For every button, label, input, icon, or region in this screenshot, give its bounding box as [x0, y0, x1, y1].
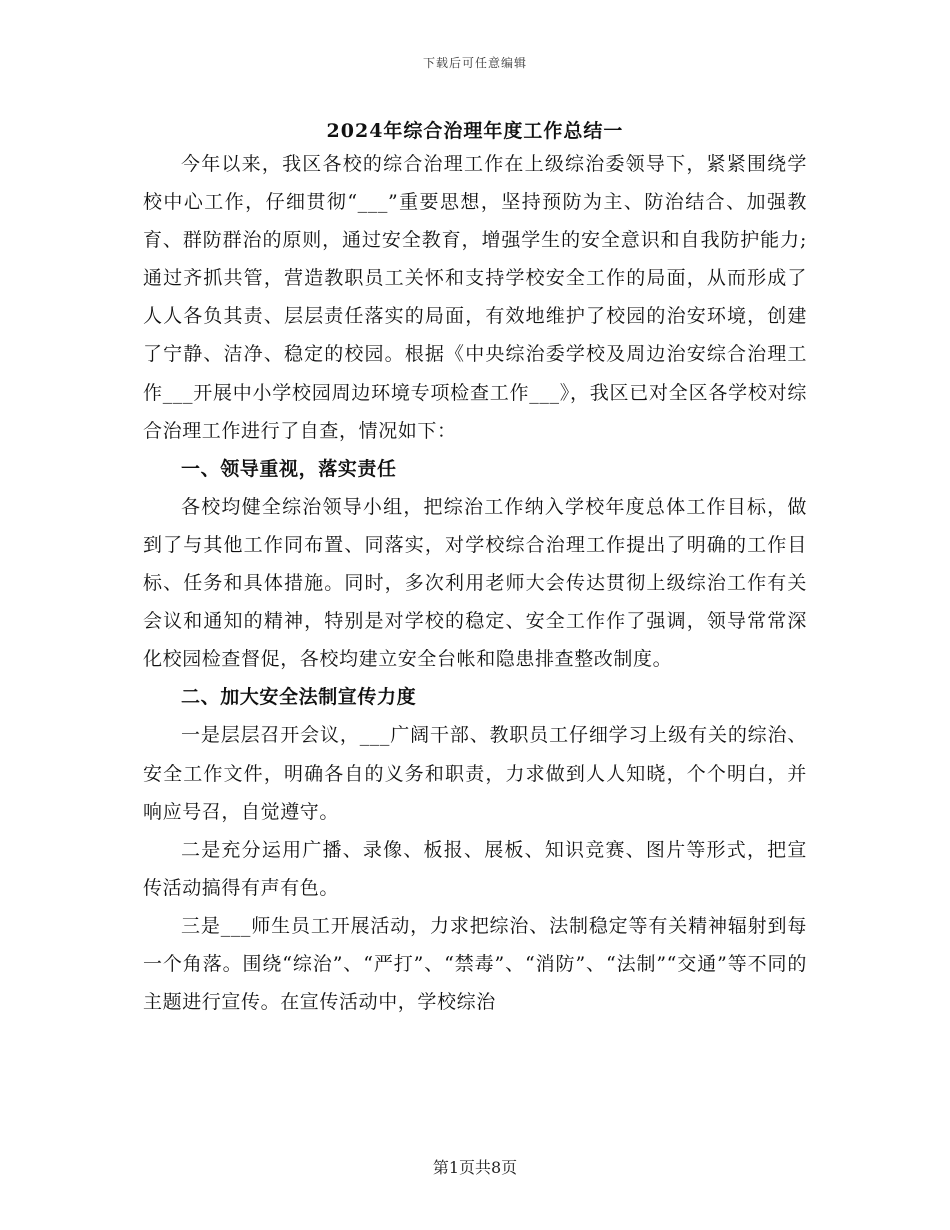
paragraph-section-1: 各校均健全综治领导小组，把综治工作纳入学校年度总体工作目标，做到了与其他工作同布置、同落实，对学校综合治理工作提出了明确的工作目标、任务和具体措施。同时，多次利用老师大会传达贯彻上级综治工作有关会议和通知的精神，特别是对学校的稳定、安全工作作了强调，领导常常深化校园检查督促，各校均建立安全台帐和隐患排查整改制度。 — [143, 495, 807, 671]
section-heading-2: 二、加大安全法制宣传力度 — [181, 686, 417, 709]
section-heading-1: 一、领导重视，落实责任 — [181, 457, 397, 480]
paragraph-point-2: 二是充分运用广播、录像、板报、展板、知识竞赛、图片等形式，把宣传活动搞得有声有色。 — [143, 838, 807, 899]
document-body — [143, 145, 807, 1021]
paragraph-intro: 今年以来，我区各校的综合治理工作在上级综治委领导下，紧紧围绕学校中心工作，仔细贯彻“___”重要思想，坚持预防为主、防治结合、加强教育、群防群治的原则，通过安全教育，增强学生的安全意识和自我防护能力;通过齐抓共管，营造教职员工关怀和支持学校安全工作的局面，从而形成了人人各负其责、层层责任落实的局面，有效地维护了校园的治安环境，创建了宁静、洁净、稳定的校园。根据《中央综治委学校及周边治安综合治理工作___开展中小学校园周边环境专项检查工作___》，我区已对全区各学校对综合治理工作进行了自查，情况如下： — [143, 153, 807, 442]
paragraph-point-1: 一是层层召开会议，___广阔干部、教职员工仔细学习上级有关的综治、安全工作文件，明确各自的义务和职责，力求做到人人知晓，个个明白，并响应号召，自觉遵守。 — [143, 724, 807, 823]
header-note: 下载后可任意编辑 — [422, 56, 527, 70]
page-number: 第1页共8页 — [432, 1158, 518, 1177]
paragraph-point-3: 三是___师生员工开展活动，力求把综治、法制稳定等有关精神辐射到每一个角落。围绕“综治”、“严打”、“禁毒”、“消防”、“法制”“交通”等不同的主题进行宣传。在宣传活动中，学校综治 — [143, 914, 807, 1014]
document-title: 2024年综合治理年度工作总结一 — [326, 120, 624, 142]
